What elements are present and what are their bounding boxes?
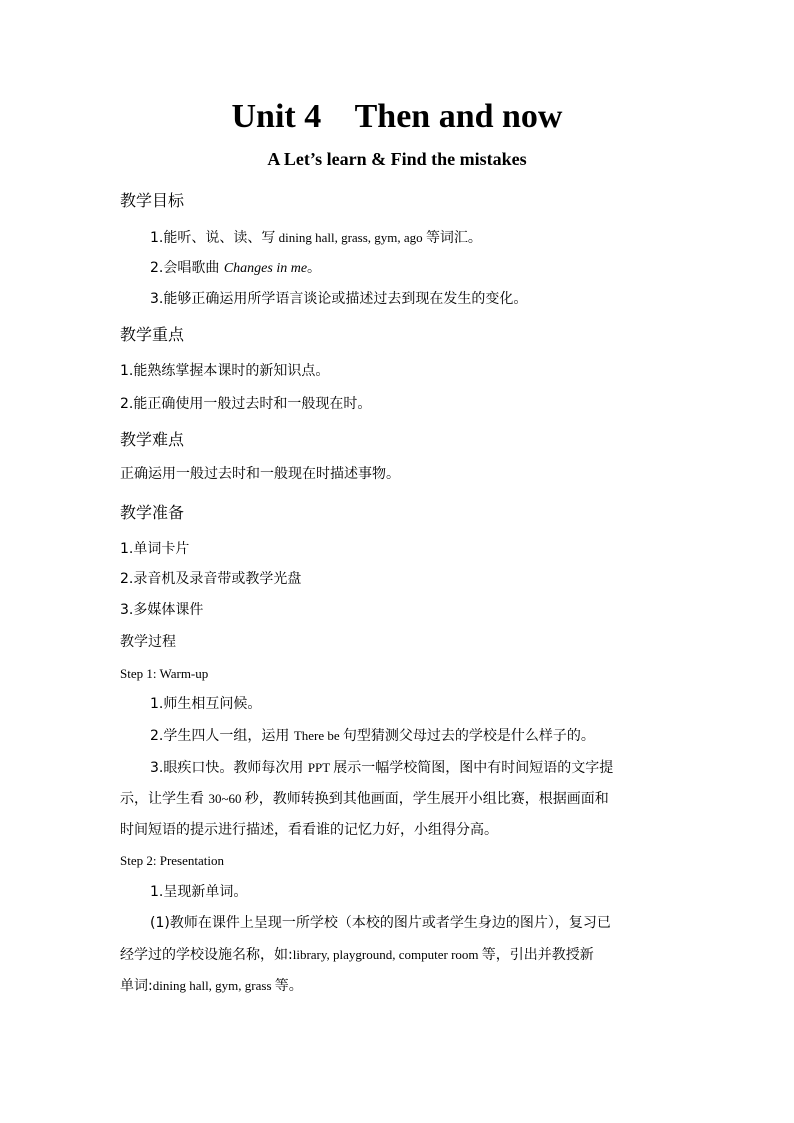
step2-label: Step 2: Presentation <box>120 853 224 868</box>
step1-item-2-a: 2.学生四人一组，运用 <box>150 728 294 744</box>
step2-item-2-line3-en: dining hall, gym, grass <box>152 978 275 993</box>
step1-item-1: 1.师生相互问候。 <box>150 696 262 712</box>
step2-item-2-line3 <box>120 976 676 996</box>
step2-item-2-line3-a: 单词: <box>120 978 153 994</box>
step1-item-3-line2-en: 30~60 <box>208 791 245 806</box>
step1-label: Step 1: Warm-up <box>120 666 209 681</box>
process-heading: 教学过程 <box>120 634 176 650</box>
step2-item-2-line2 <box>120 945 676 965</box>
step1-item-2-en: There be <box>293 728 343 743</box>
objective-item-2 <box>150 258 706 279</box>
objective-item-1 <box>150 228 706 248</box>
step2-item-1: 1.呈现新单词。 <box>150 884 248 900</box>
step1-item-3-line2-a: 示，让学生看 <box>120 791 209 807</box>
difficulty-item-1: 正确运用一般过去时和一般现在时描述事物。 <box>120 466 400 482</box>
objective-item-2-suffix: 。 <box>307 260 322 276</box>
objective-item-1-words: dining hall, grass, gym, ago <box>275 230 426 245</box>
preparation-heading: 教学准备 <box>120 503 185 522</box>
objective-item-2-song: Changes in me <box>223 261 308 276</box>
step1-item-2-b: 句型猜测父母过去的学校是什么样子的。 <box>342 728 595 744</box>
objective-item-1-prefix: 1.能听、说、读、写 <box>150 230 276 246</box>
step1-item-3-line1-en: PPT <box>307 760 334 775</box>
step2-item-2-line2-b: 等，引出并教授新 <box>481 947 594 963</box>
step2-item-2-line1: (1)教师在课件上呈现一所学校（本校的图片或者学生身边的图片），复习已 <box>150 915 611 931</box>
key-point-item-2: 2.能正确使用一般过去时和一般现在时。 <box>120 396 372 412</box>
objective-item-2-prefix: 2.会唱歌曲 <box>150 260 224 276</box>
document-title: Unit 4 Then and now <box>231 98 563 135</box>
difficulties-heading: 教学难点 <box>120 430 185 449</box>
step2-item-2-line2-en: library, playground, computer room <box>292 947 482 962</box>
step1-item-3-line1-a: 3.眼疾口快。教师每次用 <box>150 760 308 776</box>
key-points-heading: 教学重点 <box>120 325 185 344</box>
step1-item-3-line1 <box>150 758 676 778</box>
document-subtitle: A Let’s learn & Find the mistakes <box>267 149 527 169</box>
preparation-item-3: 3.多媒体课件 <box>120 602 204 618</box>
step1-item-3-line2-b: 秒，教师转换到其他画面，学生展开小组比赛，根据画面和 <box>244 791 609 807</box>
objective-item-1-suffix: 等词汇。 <box>425 230 482 246</box>
step1-item-3-line2 <box>120 789 676 809</box>
key-point-item-1: 1.能熟练掌握本课时的新知识点。 <box>120 363 330 379</box>
step1-item-3-line1-b: 展示一幅学校简图，图中有时间短语的文字提 <box>333 760 614 776</box>
objectives-heading: 教学目标 <box>120 191 185 210</box>
preparation-item-2: 2.录音机及录音带或教学光盘 <box>120 571 302 587</box>
preparation-item-1: 1.单词卡片 <box>120 541 190 557</box>
step1-item-2 <box>150 726 706 746</box>
step1-item-3-line3: 时间短语的提示进行描述，看看谁的记忆力好，小组得分高。 <box>120 822 498 838</box>
step2-item-2-line2-a: 经学过的学校设施名称，如: <box>120 947 293 963</box>
objective-item-3: 3.能够正确运用所学语言谈论或描述过去到现在发生的变化。 <box>150 291 528 307</box>
step2-item-2-line3-b: 等。 <box>274 978 303 994</box>
